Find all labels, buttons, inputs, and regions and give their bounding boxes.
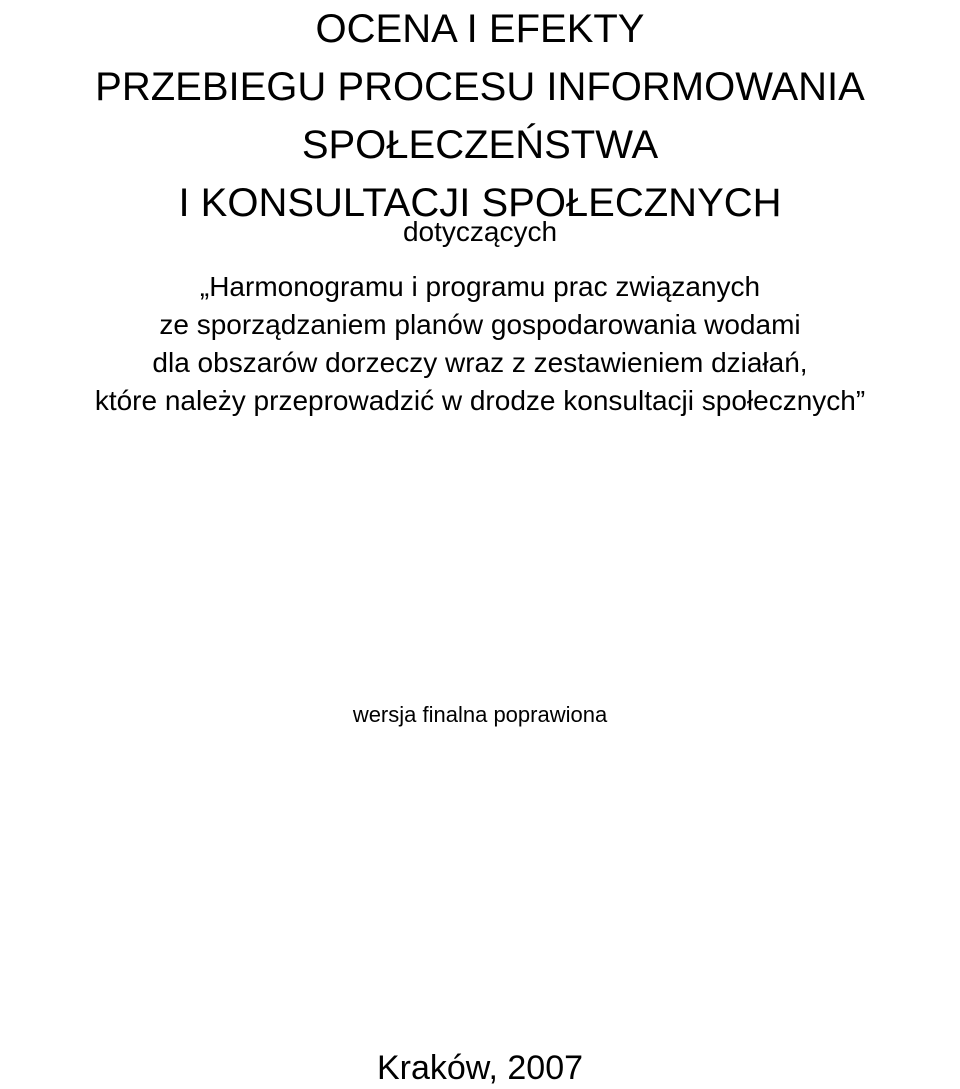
title-line-1: OCENA I EFEKTY <box>315 7 645 51</box>
place-date: Kraków, 2007 <box>376 1049 584 1087</box>
subject-line-4: które należy przeprowadzić w drodze konsultacji społecznych” <box>94 385 866 416</box>
title-line-2: PRZEBIEGU PROCESU INFORMOWANIA <box>95 65 865 109</box>
title-line-3: SPOŁECZEŃSTWA <box>301 123 659 167</box>
document-subject <box>0 268 960 420</box>
subject-line-2: ze sporządzaniem planów gospodarowania wodami <box>159 309 801 340</box>
title-line-4: I KONSULTACJI SPOŁECZNYCH <box>178 181 782 225</box>
document-title <box>0 0 960 232</box>
subject-line-1: „Harmonogramu i programu prac związanych <box>199 271 761 302</box>
version-note: wersja finalna poprawiona <box>352 702 608 727</box>
subtitle-connector: dotyczących <box>402 216 558 247</box>
subject-line-3: dla obszarów dorzeczy wraz z zestawieniem działań, <box>152 347 808 378</box>
